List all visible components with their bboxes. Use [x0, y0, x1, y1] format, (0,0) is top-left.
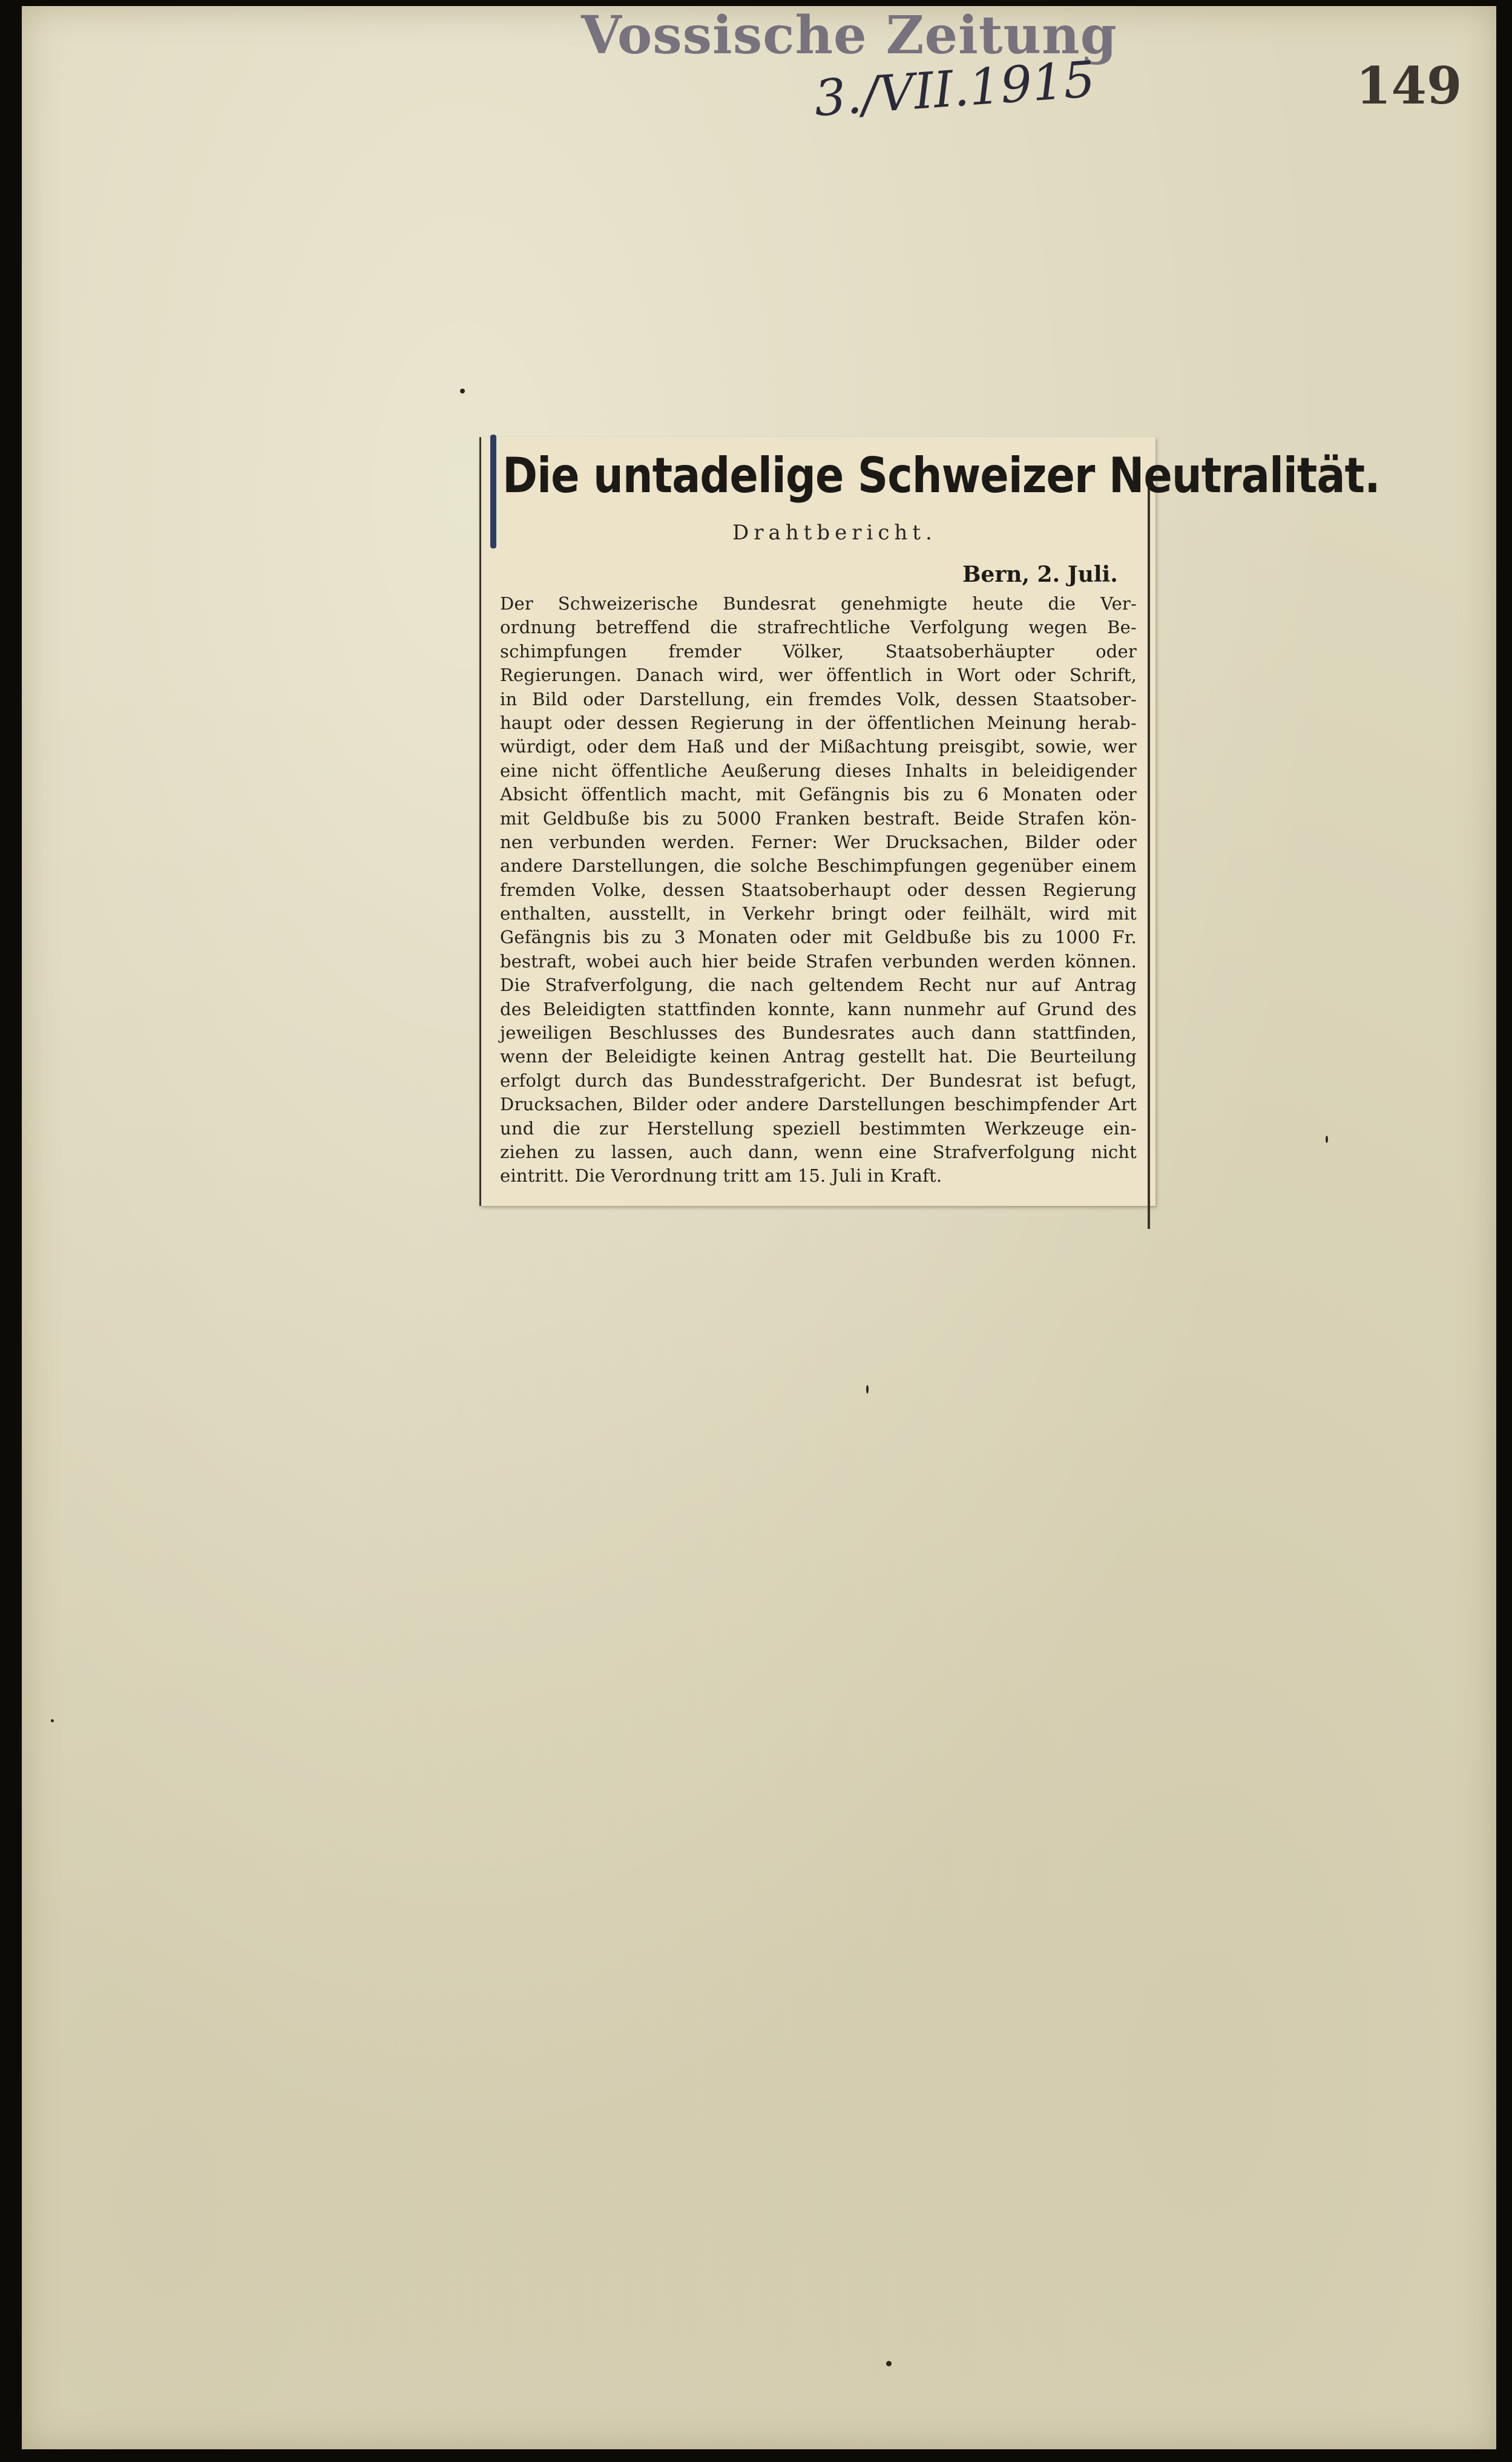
article-line: erfolgt durch das Bundesstrafgericht. Der Bundesrat ist befugt, — [500, 1070, 1137, 1091]
page-number: 149 — [1356, 56, 1462, 116]
paper-speck — [866, 1385, 869, 1394]
clipping-edge-rule — [1148, 478, 1150, 1229]
paper-speck — [460, 389, 465, 393]
article-line: haupt oder dessen Regierung in der öffentlichen Meinung herab- — [500, 712, 1137, 733]
article-line: würdigt, oder dem Haß und der Mißachtung preisgibt, sowie, wer — [500, 736, 1137, 757]
article-line: ordnung betreffend die strafrechtliche Verfolgung wegen Be- — [500, 617, 1137, 638]
handwritten-date: 3./VII.1915 — [812, 50, 1097, 128]
article-line: fremden Volke, dessen Staatsoberhaupt oder dessen Regierung — [500, 879, 1137, 900]
article-line: Gefängnis bis zu 3 Monaten oder mit Geldbuße bis zu 1000 Fr. — [500, 927, 1137, 948]
newspaper-stamp: Vossische Zeitung — [581, 5, 1117, 66]
paper-speck — [1326, 1136, 1328, 1143]
article-line: eintritt. Die Verordnung tritt am 15. Juli in Kraft. — [500, 1165, 942, 1187]
article-line: eine nicht öffentliche Aeußerung dieses Inhalts in beleidigender — [500, 760, 1137, 781]
article-line: bestraft, wobei auch hier beide Strafen verbunden werden können. — [500, 950, 1137, 972]
paper-speck — [51, 1719, 54, 1722]
article-line: schimpfungen fremder Völker, Staatsoberhäupter oder — [500, 640, 1137, 662]
article-line: des Beleidigten stattfinden konnte, kann nunmehr auf Grund des — [500, 998, 1137, 1019]
article-subhead: Drahtbericht. — [732, 521, 937, 545]
archive-sheet — [22, 6, 1496, 2449]
article-line: Absicht öffentlich macht, mit Gefängnis bis zu 6 Monaten oder — [500, 784, 1137, 805]
article-line: in Bild oder Darstellung, ein fremdes Volk, dessen Staatsober- — [500, 688, 1137, 709]
article-line: Der Schweizerische Bundesrat genehmigte heute die Ver- — [500, 593, 1137, 614]
article-headline: Die untadelige Schweizer Neutralität. — [502, 447, 1380, 504]
article-line: Die Strafverfolgung, die nach geltendem Recht nur auf Antrag — [500, 975, 1137, 996]
article-line: andere Darstellungen, die solche Beschimpfungen gegenüber einem — [500, 855, 1137, 877]
article-line: Regierungen. Danach wird, wer öffentlich in Wort oder Schrift, — [500, 665, 1137, 686]
article-line: Drucksachen, Bilder oder andere Darstellungen beschimpfender Art — [500, 1094, 1137, 1115]
article-line: und die zur Herstellung speziell bestimmten Werkzeuge ein- — [500, 1117, 1137, 1139]
article-line: jeweiligen Beschlusses des Bundesrates auch dann stattfinden, — [500, 1022, 1137, 1044]
article-line: mit Geldbuße bis zu 5000 Franken bestraft. Beide Strafen kön- — [500, 808, 1137, 829]
paste-mark — [490, 435, 496, 548]
article-dateline: Bern, 2. Juli. — [962, 562, 1118, 587]
article-line: ziehen zu lassen, auch dann, wenn eine Strafverfolgung nicht — [500, 1141, 1137, 1162]
article-line: enthalten, ausstellt, in Verkehr bringt oder feilhält, wird mit — [500, 903, 1137, 924]
article-line: wenn der Beleidigte keinen Antrag gestellt hat. Die Beurteilung — [500, 1046, 1137, 1067]
article-body — [500, 592, 1137, 1188]
article-line: nen verbunden werden. Ferner: Wer Drucksachen, Bilder oder — [500, 831, 1137, 852]
paper-speck — [886, 2361, 892, 2366]
